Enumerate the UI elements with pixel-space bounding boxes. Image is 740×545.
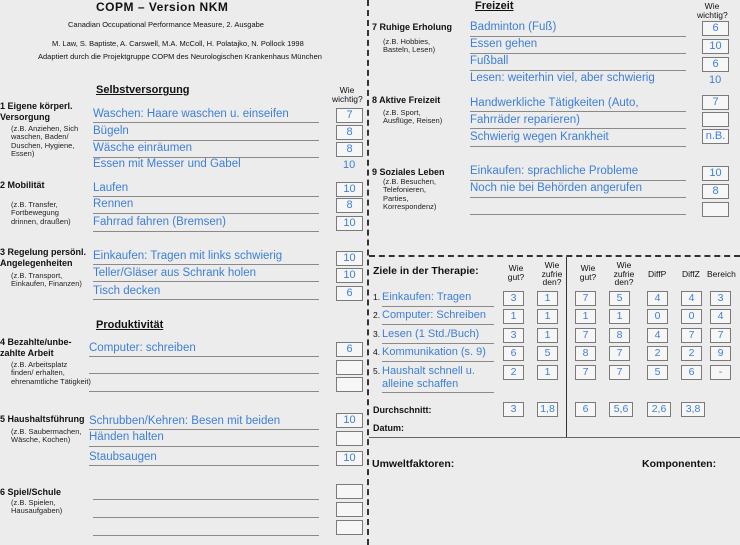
item-7-4[interactable]: Lesen: weiterhin viel, aber schwierig xyxy=(470,72,655,84)
col-head-2: Wie zufrie den? xyxy=(541,260,563,288)
score-7-3[interactable]: 6 xyxy=(702,57,729,72)
score-3-2[interactable]: 10 xyxy=(336,268,363,283)
score-9-1[interactable]: 10 xyxy=(702,166,729,181)
goal-score-cell[interactable]: - xyxy=(710,365,731,380)
col-head-5: DiffP xyxy=(648,269,667,279)
score-8-2[interactable] xyxy=(702,112,729,127)
goal-score-cell[interactable]: 6 xyxy=(503,346,524,361)
section-hint-8: (z.B. Sport, Ausflüge, Reisen) xyxy=(383,108,443,126)
section-hint-6: (z.B. Spielen, Hausaufgaben) xyxy=(11,498,63,516)
goal-score-cell[interactable]: 1 xyxy=(537,328,558,343)
item-2-3[interactable]: Fahrrad fahren (Bremsen) xyxy=(93,216,226,228)
authors: M. Law, S. Baptiste, A. Carswell, M.A. McColl, H. Polatajko, N. Pollock 1998 xyxy=(52,39,304,48)
score-1-2[interactable]: 8 xyxy=(336,125,363,140)
item-5-3[interactable]: Staubsaugen xyxy=(89,451,157,463)
goal-score-cell[interactable]: 5 xyxy=(609,291,630,306)
goal-text[interactable]: Lesen (1 Std./Buch) xyxy=(382,328,480,340)
col-head-3: Wie gut? xyxy=(579,263,597,282)
section-label-6: 6 Spiel/Schule xyxy=(0,487,62,497)
goal-number: 2. xyxy=(373,310,381,320)
goal-score-cell[interactable]: 4 xyxy=(647,328,668,343)
section-label-3: 3 Regelung persönl. Angelegenheiten xyxy=(0,247,87,268)
average-cell[interactable]: 3,8 xyxy=(681,402,705,417)
item-5-1[interactable]: Schrubben/Kehren: Besen mit beiden xyxy=(89,415,281,427)
average-cell[interactable]: 6 xyxy=(575,402,596,417)
goal-score-cell[interactable]: 0 xyxy=(681,309,702,324)
section-label-5: 5 Haushaltsführung xyxy=(0,414,85,424)
goal-score-cell[interactable]: 7 xyxy=(681,328,702,343)
therapy-goals-title: Ziele in der Therapie: xyxy=(373,265,479,277)
item-1-3[interactable]: Wäsche einräumen xyxy=(93,142,193,154)
goal-score-cell[interactable]: 2 xyxy=(503,365,524,380)
item-1-1[interactable]: Waschen: Haare waschen u. einseifen xyxy=(93,108,289,120)
score-4-1[interactable]: 6 xyxy=(336,342,363,357)
section-hint-5: (z.B. Saubermachen, Wäsche, Kochen) xyxy=(11,427,82,445)
score-1-4: 10 xyxy=(343,159,356,171)
item-7-2[interactable]: Essen gehen xyxy=(470,38,538,50)
average-cell[interactable]: 2,6 xyxy=(647,402,671,417)
score-2-2[interactable]: 8 xyxy=(336,198,363,213)
goal-text[interactable]: Einkaufen: Tragen xyxy=(382,291,472,303)
section-label-4: 4 Bezahlte/unbe-zahlte Arbeit xyxy=(0,337,72,358)
section-title-selbstversorgung: Selbstversorgung xyxy=(96,84,190,96)
section-label-2: 2 Mobilität xyxy=(0,180,45,190)
goal-score-cell[interactable]: 5 xyxy=(537,346,558,361)
goal-score-cell[interactable]: 1 xyxy=(537,291,558,306)
form-title: COPM – Version NKM xyxy=(96,0,229,14)
score-7-2[interactable]: 10 xyxy=(702,39,729,54)
goal-score-cell[interactable]: 7 xyxy=(710,328,731,343)
item-3-3[interactable]: Tisch decken xyxy=(93,285,161,297)
section-label-1: 1 Eigene körperl. Versorgung xyxy=(0,101,73,122)
item-3-1[interactable]: Einkaufen: Tragen mit links schwierig xyxy=(93,250,283,262)
score-9-2[interactable]: 8 xyxy=(702,184,729,199)
average-cell[interactable]: 3 xyxy=(503,402,524,417)
score-6-2[interactable] xyxy=(336,502,363,517)
goal-score-cell[interactable]: 1 xyxy=(575,309,596,324)
item-8-2[interactable]: Fahrräder reparieren) xyxy=(470,114,580,126)
score-8-1[interactable]: 7 xyxy=(702,95,729,110)
score-2-3[interactable]: 10 xyxy=(336,216,363,231)
score-6-1[interactable] xyxy=(336,484,363,499)
col-head-6: DiffZ xyxy=(682,269,700,279)
goal-score-cell[interactable]: 7 xyxy=(609,346,630,361)
goal-score-cell[interactable]: 1 xyxy=(537,309,558,324)
goal-score-cell[interactable]: 8 xyxy=(609,328,630,343)
goal-score-cell[interactable]: 7 xyxy=(575,365,596,380)
goal-number: 4. xyxy=(373,347,381,357)
item-8-3[interactable]: Schwierig wegen Krankheit xyxy=(470,131,609,143)
item-5-2[interactable]: Händen halten xyxy=(89,431,164,443)
score-2-1[interactable]: 10 xyxy=(336,182,363,197)
goal-score-cell[interactable]: 2 xyxy=(647,346,668,361)
section-title-freizeit: Freizeit xyxy=(475,0,514,12)
goal-score-cell[interactable]: 7 xyxy=(575,291,596,306)
score-6-3[interactable] xyxy=(336,520,363,535)
section-hint-7: (z.B. Hobbies, Basteln, Lesen) xyxy=(383,37,436,55)
average-cell[interactable]: 1,8 xyxy=(537,402,558,417)
score-1-3[interactable]: 8 xyxy=(336,142,363,157)
goal-score-cell[interactable]: 4 xyxy=(710,309,731,324)
item-1-4[interactable]: Essen mit Messer und Gabel xyxy=(93,158,241,170)
components-label: Komponenten: xyxy=(642,458,717,470)
goal-score-cell[interactable]: 4 xyxy=(647,291,668,306)
score-8-3[interactable]: n.B. xyxy=(702,129,729,144)
score-3-1[interactable]: 10 xyxy=(336,251,363,266)
score-5-2[interactable] xyxy=(336,431,363,446)
item-2-1[interactable]: Laufen xyxy=(93,182,129,194)
goal-score-cell[interactable]: 3 xyxy=(503,291,524,306)
score-5-3[interactable]: 10 xyxy=(336,451,363,466)
goal-number: 5. xyxy=(373,366,381,376)
goal-score-cell[interactable]: 8 xyxy=(575,346,596,361)
section-title-produktivitaet: Produktivität xyxy=(96,319,164,331)
goal-score-cell[interactable]: 3 xyxy=(503,328,524,343)
goal-score-cell[interactable]: 3 xyxy=(710,291,731,306)
section-label-9: 9 Soziales Leben xyxy=(372,167,445,177)
goal-score-cell[interactable]: 6 xyxy=(681,365,702,380)
col-head-1: Wie gut? xyxy=(507,263,525,282)
goal-text[interactable]: Haushalt schnell u. alleine schaffen xyxy=(382,365,475,390)
score-1-1[interactable]: 7 xyxy=(336,108,363,123)
col-head-4: Wie zufrie den? xyxy=(613,260,635,288)
col-head-7: Bereich xyxy=(707,269,736,279)
goal-score-cell[interactable]: 2 xyxy=(681,346,702,361)
item-8-1[interactable]: Handwerkliche Tätigkeiten (Auto, xyxy=(470,97,639,109)
item-2-2[interactable]: Rennen xyxy=(93,198,134,210)
importance-header: Wie wichtig? xyxy=(332,85,363,104)
adapted-note: Adaptiert durch die Projektgruppe COPM des Neurologischen Krankenhaus München xyxy=(38,52,322,61)
date-label: Datum: xyxy=(373,423,404,433)
score-5-1[interactable]: 10 xyxy=(336,413,363,428)
section-hint-4: (z.B. Arbeitsplatz finden/ erhalten, ehrenamtliche Tätigkeit) xyxy=(11,360,91,386)
goal-score-cell[interactable]: 1 xyxy=(537,365,558,380)
section-hint-1: (z.B. Anziehen, Sich waschen, Baden/ Duschen, Hygiene, Essen) xyxy=(11,124,79,159)
score-4-3[interactable] xyxy=(336,377,363,392)
item-3-2[interactable]: Teller/Gläser aus Schrank holen xyxy=(93,267,256,279)
item-1-2[interactable]: Bügeln xyxy=(93,125,129,137)
score-9-3[interactable] xyxy=(702,202,729,217)
goal-text[interactable]: Kommunikation (s. 9) xyxy=(382,346,486,358)
score-7-1[interactable]: 6 xyxy=(702,21,729,36)
goal-score-cell[interactable]: 9 xyxy=(710,346,731,361)
goal-score-cell[interactable]: 1 xyxy=(609,309,630,324)
item-7-3[interactable]: Fußball xyxy=(470,55,509,67)
item-4-1[interactable]: Computer: schreiben xyxy=(89,342,196,354)
average-cell[interactable]: 5,6 xyxy=(609,402,633,417)
goal-number: 3. xyxy=(373,329,381,339)
item-9-1[interactable]: Einkaufen: sprachliche Probleme xyxy=(470,165,639,177)
environment-label: Umweltfaktoren: xyxy=(372,458,455,470)
importance-header-right: Wie wichtig? xyxy=(697,1,728,20)
goal-text[interactable]: Computer: Schreiben xyxy=(382,309,486,321)
average-label: Durchschnitt: xyxy=(373,405,432,415)
goal-score-cell[interactable]: 7 xyxy=(609,365,630,380)
goal-score-cell[interactable]: 4 xyxy=(681,291,702,306)
goal-score-cell[interactable]: 7 xyxy=(575,328,596,343)
section-label-8: 8 Aktive Freizeit xyxy=(372,95,441,105)
section-label-7: 7 Ruhige Erholung xyxy=(372,22,452,32)
goal-number: 1. xyxy=(373,292,381,302)
score-7-4: 10 xyxy=(709,74,722,86)
score-3-3[interactable]: 6 xyxy=(336,286,363,301)
section-hint-9: (z.B. Besuchen, Telefonieren, Parties, Korrespondenz) xyxy=(383,177,437,212)
section-hint-3: (z.B. Transport, Einkaufen, Finanzen) xyxy=(11,271,82,289)
item-9-2[interactable]: Noch nie bei Behörden angerufen xyxy=(470,182,642,194)
section-hint-2: (z.B. Transfer, Fortbewegung drinnen, draußen) xyxy=(11,200,71,226)
goal-score-cell[interactable]: 1 xyxy=(503,309,524,324)
goal-score-cell[interactable]: 5 xyxy=(647,365,668,380)
goal-score-cell[interactable]: 0 xyxy=(647,309,668,324)
item-7-1[interactable]: Badminton (Fuß) xyxy=(470,21,557,33)
subtitle: Canadian Occupational Performance Measure, 2. Ausgabe xyxy=(68,20,264,29)
score-4-2[interactable] xyxy=(336,360,363,375)
